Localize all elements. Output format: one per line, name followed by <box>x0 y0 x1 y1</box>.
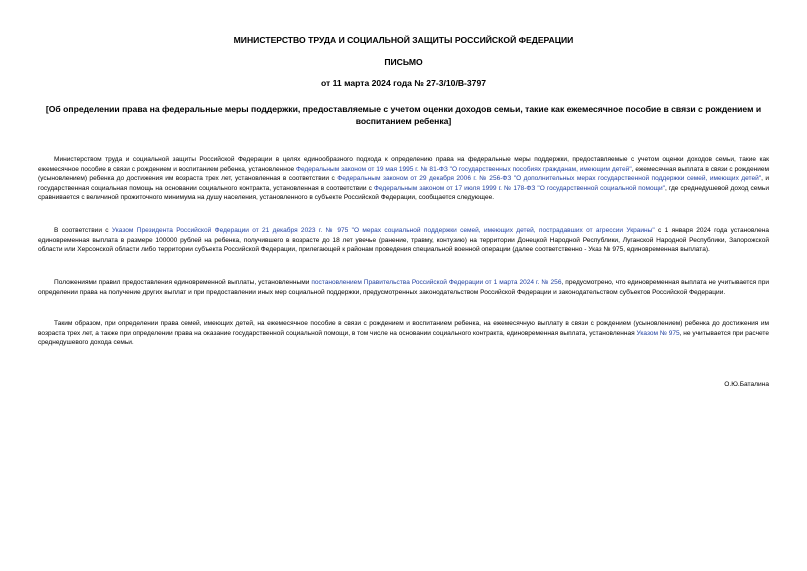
link-federal-law-178fz[interactable]: Федеральным законом от 17 июля 1999 г. № 178-ФЗ "О государственной социальной помощи" <box>373 184 666 192</box>
paragraph-1-text-3: , и государственная социальная помощь на основании социального контракта, установленная в соответствии с <box>38 175 769 192</box>
link-decree-975[interactable]: Указом № 975 <box>636 329 680 337</box>
paragraph-4-text-2: , не учитывается при расчете среднедушевого дохода семьи. <box>38 329 769 347</box>
paragraph-3-text-1: Положениями правил предоставления единовременной выплаты, установленными <box>54 279 312 286</box>
date-number-heading: от 11 марта 2024 года № 27-3/10/В-3797 <box>320 78 487 88</box>
paragraph-4 <box>38 319 769 348</box>
link-presidential-decree-975[interactable]: Указом Президента Российской Федерации от 21 декабря 2023 г. № 975 "О мерах социальной поддержки семей, имеющих детей, пострадавших от агрессии Украины" <box>111 227 655 234</box>
link-federal-law-81fz[interactable]: Федеральным законом от 19 мая 1995 г. № 81-ФЗ "О государственных пособиях гражданам, имеющим детей" <box>295 165 632 173</box>
paragraph-1-text-4: , где среднедушевой доход семьи сравнивается с величиной прожиточного минимума на душу населения, установленного в субъекте Российской Федерации, сообщается следующее. <box>38 184 769 202</box>
signature-name: О.Ю.Баталина <box>724 381 769 388</box>
paragraph-3 <box>38 278 769 297</box>
paragraph-4-text-1: Таким образом, при определении права семей, имеющих детей, на ежемесячное пособие в связи с рождением и воспитанием ребенка, на ежемесячную выплату в связи с рождением (усыновлением) ребенка до достижения им возраста трех лет, а также при определении права на оказание государственной социальной помощи, в том числе на основании социального контракта, единовременная выплата, установленная <box>38 320 769 337</box>
paragraph-2-text-1: В соответствии с <box>54 227 112 234</box>
link-federal-law-256fz[interactable]: Федеральным законом от 29 декабря 2006 г. № 256-ФЗ "О дополнительных мерах государственной поддержки семей, имеющих детей" <box>337 175 762 183</box>
paragraph-3-text-2: , предусмотрено, что единовременная выплата не учитывается при определении права на получение других выплат и при предоставлении иных мер социальной поддержки, предусмотренных законодательством Российской Федерации и законодательством субъектов Российской Федерации. <box>38 279 769 296</box>
link-government-resolution-256[interactable]: постановлением Правительства Российской Федерации от 1 марта 2024 г. № 256 <box>311 279 562 286</box>
paragraph-1 <box>38 155 769 203</box>
paragraph-1-text-1: Министерством труда и социальной защиты Российской Федерации в целях единообразного подхода к определению права на федеральные меры поддержки, предоставляемые с учетом оценки доходов семьи, такие как ежемесячное пособие в связи с рождением и воспитанием ребенка, установленное <box>38 156 769 173</box>
ministry-heading: МИНИСТЕРСТВО ТРУДА И СОЦИАЛЬНОЙ ЗАЩИТЫ РОССИЙСКОЙ ФЕДЕРАЦИИ <box>233 35 574 45</box>
paragraph-2-text-2: с 1 января 2024 года установлена единовременная выплата в размере 100000 рублей на ребенка, получившего в возрасте до 18 лет увечье (ранение, травму, контузию) на территории Донецкой Народной Республики, Луганской Народной Республики, Запорожской области или Херсонской области либо территории субъекта Российской Федерации, прилегающей к районам проведения специальной военной операции (далее соответственно - Указ № 975, единовременная выплата). <box>38 227 769 254</box>
subject-heading: [Об определении права на федеральные меры поддержки, предоставляемые с учетом оценки доходов семьи, такие как ежемесячное пособие в связи с рождением и воспитанием ребенка] <box>45 104 762 126</box>
document-type-heading: ПИСЬМО <box>384 57 423 67</box>
paragraph-1-text-2: , ежемесячная выплата в связи с рождением (усыновлением) ребенка до достижения им возраста трех лет, установленная в соответствии с <box>38 165 770 183</box>
paragraph-2 <box>38 226 769 255</box>
